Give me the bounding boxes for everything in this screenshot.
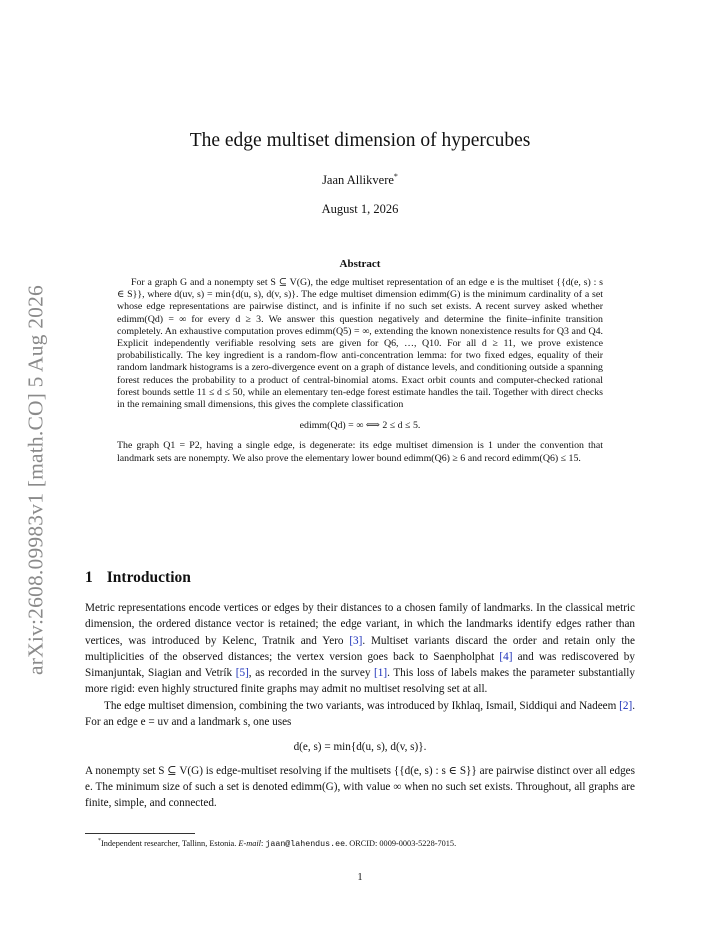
intro-p2-text-a: The edge multiset dimension, combining the two variants, was introduced by Ikhlaq, Ismail, Siddiqui and Nadeem xyxy=(104,699,620,712)
intro-paragraph-2 xyxy=(85,698,635,731)
intro-paragraph-1 xyxy=(85,600,635,698)
intro-p2-text-b: . For an edge e = uv and a landmark s, one uses xyxy=(85,699,635,729)
citation-link-4[interactable]: [4] xyxy=(499,650,513,663)
footnote-email-label: E-mail xyxy=(238,838,261,848)
author-footnote-mark[interactable]: * xyxy=(393,172,398,181)
introduction-body xyxy=(85,600,635,812)
section-heading xyxy=(85,569,191,587)
page-number: 1 xyxy=(357,872,363,883)
paper-title: The edge multiset dimension of hypercubes xyxy=(189,130,531,151)
footnote-affiliation: Independent researcher, Tallinn, Estonia. xyxy=(101,838,239,848)
abstract-body xyxy=(117,277,603,465)
author-name: Jaan Allikvere xyxy=(322,173,394,188)
citation-link-2[interactable]: [2] xyxy=(619,699,633,712)
abstract-display-equation: edimm(Qd) = ∞ ⟺ 2 ≤ d ≤ 5. xyxy=(299,420,421,432)
intro-p1-text-d: , as recorded in the survey xyxy=(248,667,375,680)
abstract-paragraph-2: The graph Q1 = P2, having a single edge, is degenerate: its edge multiset dimension is 1 under the convention that landmark sets are nonempty. We also prove the elementary lower bound edimm(Q6) ≥ 6 and record edimm(Q6) ≤ 15. xyxy=(117,440,603,464)
footnote-mark: * xyxy=(98,838,101,844)
author-line xyxy=(0,172,720,188)
arxiv-identifier: arXiv:2608.09983v1 [math.CO] 5 Aug 2026 xyxy=(23,285,48,675)
footnote-rule xyxy=(85,833,195,834)
paper-date: August 1, 2026 xyxy=(321,202,399,216)
citation-link-1[interactable]: [1] xyxy=(374,667,388,680)
section-title: Introduction xyxy=(106,569,191,586)
abstract-heading: Abstract xyxy=(339,258,381,270)
citation-link-3[interactable]: [3] xyxy=(349,634,363,647)
section-number: 1 xyxy=(85,569,93,586)
intro-p1-text-e: . This loss of labels makes the parameter substantially more rigid: even highly structured finite graphs may admit no multiset resolving set at all. xyxy=(85,667,635,696)
footnote-email[interactable]: jaan@lahendus.ee xyxy=(265,839,346,849)
abstract-paragraph-1: For a graph G and a nonempty set S ⊆ V(G), the edge multiset representation of an edge e is the multiset {{d(e, s) : s ∈ S}}, where d(uv, s) = min{d(u, s), d(v, s)}. The edge multiset dimension edimm(G) is the minimum cardinality of a set whose edge representations are pairwise distinct, and is infinite if no such set exists. A recent survey asked whether edimm(Qd) = ∞ for every d ≥ 3. We answer this question negatively and determine the finite–infinite transition completely. An exhaustive computation proves edimm(Q5) = ∞, extending the known nonexistence results for Q3 and Q4. Explicit independently verifiable resolving sets are given for Q6, …, Q10. For all d ≥ 11, we prove existence probabilistically. The key ingredient is a random-flow anti-concentration lemma: for two fixed edges, equality of their random landmark histograms is a zero-divergence event on a graph of distance levels, and conditioning outside a spanning forest reduces the probability to a product of central-binomial atoms. Exact orbit counts and computer-checked rational forest bounds settle 11 ≤ d ≤ 50, while an elementary ten-edge forest estimate handles the tail. Together with direct checks in the remaining small dimensions, this gives the complete classification xyxy=(117,277,603,411)
intro-p1-text-b: . Multiset variants discard the order and retain only the multiplicities of the observed distances; the vertex version goes back to Saenpholphat xyxy=(85,634,635,663)
footnote-orcid: . ORCID: 0009-0003-5228-7015. xyxy=(345,838,457,848)
author-footnote xyxy=(98,838,456,849)
intro-p1-text-a: Metric representations encode vertices or edges by their distances to a chosen family of landmarks. In the classical metric dimension, the ordered distance vector is retained; the edge variant, in which the landmarks identify edges rather than vertices, was introduced by Kelenc, Tratnik and Yero xyxy=(85,602,635,647)
intro-p1-text-c: and was rediscovered by Simanjuntak, Siagian and Vetrík xyxy=(85,650,635,680)
intro-paragraph-3: A nonempty set S ⊆ V(G) is edge-multiset resolving if the multisets {{d(e, s) : s ∈ S}} are pairwise distinct over all edges e. The minimum size of such a set is denoted edimm(G), with value ∞ when no such set exists. Throughout, all graphs are finite, simple, and connected. xyxy=(85,764,635,810)
citation-link-5[interactable]: [5] xyxy=(235,667,249,680)
intro-display-equation: d(e, s) = min{d(u, s), d(v, s)}. xyxy=(293,741,427,754)
footnote-email-separator: : xyxy=(261,838,266,848)
